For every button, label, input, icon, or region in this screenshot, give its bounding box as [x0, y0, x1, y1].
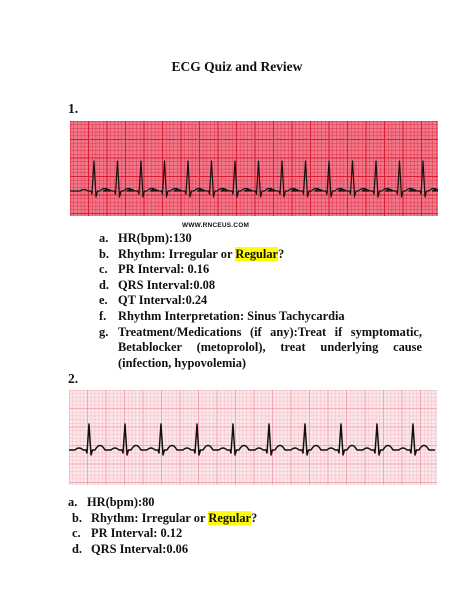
answer-marker: g. — [99, 324, 109, 339]
q2-answer-a — [68, 495, 368, 511]
document-title: ECG Quiz and Review — [171, 59, 303, 74]
question-2-answers — [68, 495, 368, 557]
answer-text: PR Interval: 0.16 — [118, 262, 210, 277]
answer-marker: b. — [99, 246, 109, 261]
answer-marker: b. — [72, 510, 82, 525]
q2-answer-c — [72, 526, 368, 542]
answer-marker: f. — [99, 308, 107, 323]
answer-suffix: ? — [251, 510, 258, 525]
answer-text: Rhythm: Irregular or — [91, 510, 209, 525]
ecg-strip-2 — [69, 390, 437, 485]
answer-marker: d. — [99, 277, 109, 292]
strip-watermark: WWW.RNCEUS.COM — [182, 222, 250, 229]
answer-text: HR(bpm):130 — [118, 231, 192, 245]
answer-marker: c. — [99, 262, 108, 277]
q1-answer-e — [99, 293, 422, 309]
answer-marker: d. — [72, 541, 82, 556]
q2-answer-b — [72, 511, 368, 527]
q1-answer-a — [99, 231, 422, 247]
answer-text: QT Interval:0.24 — [118, 293, 208, 308]
answer-marker: a. — [68, 495, 78, 509]
answer-text: QRS Interval:0.06 — [91, 541, 189, 556]
q1-answer-c — [99, 262, 422, 278]
question-1-answers — [99, 231, 422, 371]
answer-suffix: ? — [278, 246, 285, 261]
highlighted-answer: Regular — [235, 246, 279, 261]
answer-marker: c. — [72, 526, 81, 541]
answer-marker: a. — [99, 231, 109, 245]
ecg-strip-1 — [70, 121, 438, 216]
answer-marker: e. — [99, 293, 108, 308]
answer-text: QRS Interval:0.08 — [118, 277, 216, 292]
highlighted-answer: Regular — [208, 510, 252, 525]
answer-text: Rhythm: Irregular or — [118, 246, 236, 261]
question-2-number: 2. — [68, 371, 79, 386]
question-1-number: 1. — [68, 101, 79, 116]
answer-text: PR Interval: 0.12 — [91, 526, 183, 541]
answer-text: Rhythm Interpretation: Sinus Tachycardia — [118, 308, 345, 323]
answer-text: HR(bpm):80 — [87, 495, 155, 509]
q1-answer-f — [99, 309, 422, 325]
q1-answer-b — [99, 247, 422, 263]
q1-answer-g — [99, 325, 422, 372]
answer-text: Treatment/Medications (if any):Treat if symptomatic, Betablocker (metoprolol), treat underlying cause (infection, hypovolemia) — [118, 324, 422, 370]
q2-answer-d — [72, 542, 368, 558]
q1-answer-d — [99, 278, 422, 294]
